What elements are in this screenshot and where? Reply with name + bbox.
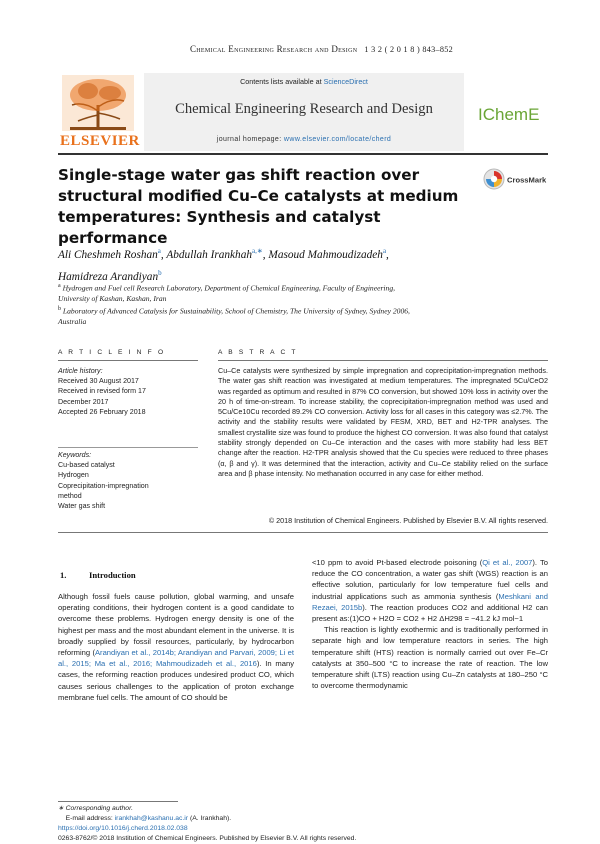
author-affil-sup[interactable]: a,∗ [252, 247, 263, 255]
body-paragraph: <10 ppm to avoid Pt-based electrode poisoning (Qi et al., 2007). To reduce the CO concentration, a water gas shift (WGS) reaction is an effective solution, particularly for low temperature fuel cells and industrial applications such as ammonia synthesis (Meshkani and Rezaei, 2015b). The reaction produces CO2 and additional H2 can present as:(1)CO + H2O = CO2 + H2 ΔH298 = −41.2 kJ mol−1 [312, 558, 548, 624]
author-affil-sup[interactable]: a [157, 247, 161, 255]
history-entry: Received in revised form 17 [58, 387, 146, 396]
icheme-logo-text: IChemE [478, 105, 540, 124]
footnotes [58, 804, 548, 844]
section-number: 1. [60, 570, 67, 580]
keyword: Coprecipitation-impregnation [58, 481, 149, 490]
icheme-logo [478, 93, 548, 133]
author-name: Abdullah Irankhah [166, 248, 253, 261]
keyword: method [58, 491, 82, 500]
corresponding-author-note: ∗ Corresponding author. [58, 805, 133, 812]
running-head-journal: Chemical Engineering Research and Design [190, 44, 358, 54]
author-name: Ali Cheshmeh Roshan [58, 248, 158, 261]
section-heading: Introduction [89, 570, 136, 580]
body-paragraph: Although fossil fuels cause pollution, global warming, and unsafe operating conditions, their hydrogen content is a good candidate to overcome these problems. Hydrogen energy density is one of the highest per mass and the most abundant element in the universe. It is broadly supplied by fossil resources, particularly, by hydrocarbon reforming (Arandiyan et al., 2014b; Arandiyan and Parvari, 2009; Li et al., 2015; Ma et al., 2016; Mahmoudizadeh et al., 2016). In many cases, the reforming reaction produces undesired product CO, which causes serious challenges to the application of proton exchange membrane fuel cells. The amount of CO should be [58, 592, 295, 702]
doi-link[interactable]: https://doi.org/10.1016/j.cherd.2018.02.038 [58, 825, 188, 832]
history-entry: December 2017 [58, 397, 109, 406]
issn-copyright-line: 0263-8762/© 2018 Institution of Chemical Engineers. Published by Elsevier B.V. All rights reserved. [58, 835, 357, 842]
author-name: Hamidreza Arandiyan [58, 270, 159, 283]
abstract-divider [58, 532, 548, 533]
author-list: Ali Cheshmeh Roshan$^a$, Abdullah Irankhah$^{a,∗}$, Masoud Mahmoudizadeh$^a$, Hamidreza Arandiyan$^b$ [58, 247, 389, 283]
email-line: E-mail address: irankhah@kashanu.ac.ir (A. Irankhah). [65, 815, 232, 822]
history-entry: Received 30 August 2017 [58, 377, 139, 386]
email-link[interactable]: irankhah@kashanu.ac.ir [114, 815, 189, 822]
abstract-heading: A B S T R A C T [218, 349, 548, 361]
keywords-divider [58, 447, 198, 448]
elsevier-wordmark: ELSEVIER [60, 133, 140, 149]
running-head-citation: 1 3 2 ( 2 0 1 8 ) 843–852 [364, 45, 454, 54]
journal-homepage-line: journal homepage: www.elsevier.com/locate/cherd [216, 136, 392, 143]
journal-banner [58, 71, 548, 151]
article-title: Single-stage water gas shift reaction over structural modified Cu–Ce catalysts at medium temperatures: Synthesis and catalyst performance [58, 166, 459, 247]
author-affil-sup[interactable]: b [158, 268, 162, 277]
article-info-heading: A R T I C L E I N F O [58, 349, 198, 361]
affiliation-b: $^b$ Laboratory of Advanced Catalysis for Sustainability, School of Chemistry, The University of Sydney, Sydney 2006, Australia [58, 306, 410, 327]
history-entry: Accepted 26 February 2018 [58, 407, 146, 416]
abstract-text: Cu–Ce catalysts were synthesized by simple impregnation and coprecipitation-impregnation methods. The water gas shift reaction was investigated at medium temperatures. The impregnated 5Cu/CeO2 was regarded as optimum and resulted in 87% CO conversion, but showed 10% loss in activity over the 20 h of time-on-stream. To increase stability, the coprecipitation-impregnation method was used and 5Cu/Ce10Cu recorded 89.2% CO conversion. Activity loss for all cases in this category was ≤2.7%. The activity and the stability results were validated by FESM, XRD, BET and H2-TPR analyses. The smallest crystallite size was found to produce the highest CO conversion. It was also found that catalyst stability strongly depended on Cu–Ce interaction and the cases with more stability had less BET change after the reaction. H2-TPR analysis showed that the Cu species were reduced to three phases (α, β and γ). It was determined that the interaction, activity and Cu–Ce stability relied on the surface area and β phase intensity. No methanation occurred in any case for either method. [218, 366, 548, 478]
crossmark-label: CrossMark [507, 175, 547, 185]
journal-homepage-link[interactable]: www.elsevier.com/locate/cherd [283, 136, 392, 143]
citation-link[interactable]: Arandiyan et al., 2014b; Arandiyan and Parvari, 2009; Li et al., 2015; Ma et al., 2016; Mahmoudizadeh et al., 2016 [58, 648, 294, 669]
contents-available-line: Contents lists available at ScienceDirect [240, 77, 368, 86]
abstract-copyright: © 2018 Institution of Chemical Engineers. Published by Elsevier B.V. All rights reserved. [268, 516, 548, 525]
citation-link[interactable]: Meshkani and Rezaei, 2015b [312, 591, 548, 612]
running-head [190, 44, 490, 54]
body-column-left [58, 591, 294, 703]
author-affil-sup[interactable]: a [382, 247, 387, 255]
article-history: Article history: Received 30 August 2017 Received in revised form 17 December 2017 Accepted 26 February 2018 [58, 366, 198, 417]
banner-divider [58, 153, 548, 155]
affiliation-a: $^a$ Hydrogen and Fuel cell Research Laboratory, Department of Chemical Engineering, Faculty of Engineering, University of Kashan, Kashan, Iran [58, 283, 396, 304]
body-column-right [312, 557, 548, 691]
citation-link[interactable]: Qi et al., 2007 [482, 558, 533, 567]
journal-title: Chemical Engineering Research and Design [175, 101, 433, 117]
sciencedirect-link[interactable]: ScienceDirect [323, 77, 368, 86]
keyword: Water gas shift [58, 502, 106, 511]
crossmark-badge[interactable] [483, 168, 549, 190]
keyword: Hydrogen [58, 471, 89, 480]
body-paragraph: This reaction is lightly exothermic and is traditionally performed in separate high and low temperature reactors in series. The high temperature shift (HTS) reaction is normally carried out over Fe–Cr catalysts at 350–500 °C to increase the rate of reaction. The low temperature shift (LTS) reaction using Cu–Zn catalysts at 180–250 °C to overcome thermodynamic [312, 625, 548, 691]
journal-info-box [144, 73, 464, 151]
author-name: Masoud Mahmoudizadeh [268, 248, 383, 261]
footnote-divider [58, 801, 178, 802]
keywords-list: Keywords: Cu-based catalyst Hydrogen Coprecipitation-impregnation method Water gas shift [58, 450, 198, 511]
keyword: Cu-based catalyst [58, 461, 115, 470]
